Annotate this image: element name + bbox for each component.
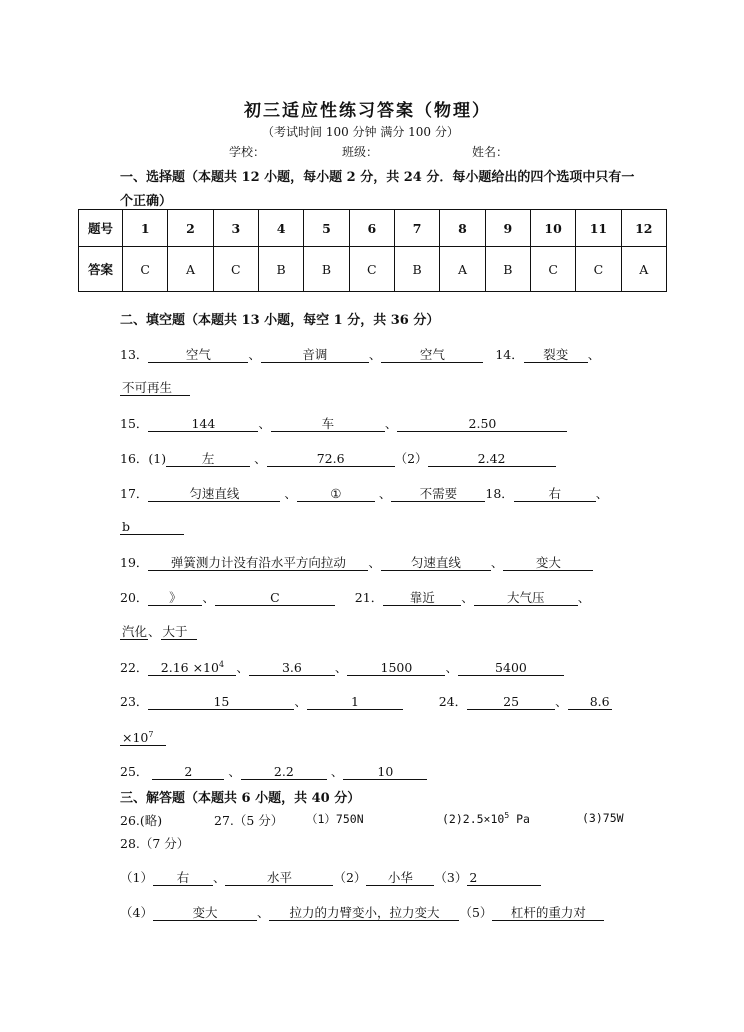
- q28-label: 28.（7 分）: [120, 836, 190, 851]
- q23-blank-1: 15: [148, 694, 294, 710]
- q17-number: 17．: [120, 486, 149, 501]
- q28-part1: （1）: [120, 870, 153, 885]
- q16-line: 16．(1) 左 、 72.6 （2） 2.42: [120, 449, 556, 467]
- table-cell: C: [576, 247, 621, 292]
- q13-line: 13． 空气 、 音调 、 空气 14． 裂变 、: [120, 347, 601, 362]
- q28-part2: （2）: [333, 870, 367, 885]
- table-cell: B: [394, 247, 439, 292]
- q15-blank-2: 车: [271, 416, 385, 432]
- q19-blank-2: 匀速直线: [381, 555, 491, 571]
- section1-heading: 一、选择题（本题共 12 小题，每小题 2 分，共 24 分．每小题给出的四个选项中只有一: [120, 170, 635, 185]
- q16-blank-2: 72.6: [267, 451, 395, 467]
- q13-blank-1: 空气: [148, 347, 248, 363]
- table-cell: A: [440, 247, 485, 292]
- q25-blank-3: 10: [343, 764, 427, 780]
- q17-line: 17． 匀速直线 、 ① 、 不需要 18． 右 、: [120, 486, 609, 501]
- table-row-numbers: [79, 210, 667, 247]
- section2-heading: 二、填空题（本题共 13 小题，每空 1 分，共 36 分）: [120, 313, 440, 328]
- school-label: 学校：: [229, 145, 266, 159]
- q20-number: 20．: [120, 590, 149, 605]
- q28-blank-2: 水平: [225, 870, 333, 886]
- q28-line2: （4） 变大 、 拉力的力臂变小，拉力变大 （5） 杠杆的重力对: [120, 903, 604, 921]
- q22-blank-1: [148, 657, 236, 676]
- q18-blank-1: 右: [514, 486, 596, 502]
- q19-number: 19．: [120, 555, 149, 570]
- q21-blank-2: 大气压: [474, 590, 578, 606]
- q17-blank-2: ①: [297, 486, 375, 502]
- q27-part2-exponent: 5: [504, 811, 510, 820]
- q28-blank-7: 杠杆的重力对: [492, 905, 604, 921]
- q24-blank-1: 25: [467, 694, 555, 710]
- q17-blank-3: 不需要: [391, 486, 485, 502]
- table-cell: 2: [168, 210, 213, 247]
- q22-blank-4: 5400: [458, 660, 564, 676]
- q24-blank-2: 8.6: [568, 694, 612, 710]
- q24-number: 24．: [438, 694, 468, 709]
- table-cell: A: [168, 247, 213, 292]
- q27-part2-value: (2)2.5×10: [442, 811, 505, 826]
- table-cell: 1: [123, 210, 168, 247]
- q25-line: 25． 2 、 2.2 、 10: [120, 762, 427, 780]
- q28-line1: （1） 右 、 水平 （2） 小华 （3） 2: [120, 868, 541, 886]
- q27-part3: (3)75W: [582, 811, 624, 825]
- q25-blank-1: 2: [152, 764, 224, 780]
- q13-number: 13．: [120, 347, 149, 362]
- table-cell: C: [349, 247, 394, 292]
- q28-blank-3: 小华: [366, 870, 434, 886]
- q28-part3: （3）: [434, 870, 468, 885]
- q20-line: 20． 》 、 C 21． 靠近 、 大气压 、: [120, 590, 591, 605]
- q22-line: 22． $2.16 \times 10^4$ 、 3.6 、 1500 、 5400: [120, 657, 564, 676]
- q15-blank-3: 2.50: [397, 416, 567, 432]
- q16-blank-1: 左: [166, 451, 250, 467]
- q16-blank-3: 2.42: [428, 451, 556, 467]
- exam-info: （考试时间 100 分钟 满分 100 分）: [262, 125, 459, 139]
- q21-blank-3: 汽化: [122, 624, 148, 639]
- q15-blank-1: 144: [148, 416, 258, 432]
- class-label: 班级：: [342, 145, 379, 159]
- q18-line-cont: [120, 519, 184, 535]
- q27-part1: （1）750N: [306, 812, 364, 826]
- q14-number: 14．: [495, 347, 524, 362]
- table-cell: 7: [394, 210, 439, 247]
- section3-heading: 三、解答题（本题共 6 小题，共 40 分）: [120, 791, 361, 806]
- q28-part4: （4）: [120, 905, 153, 920]
- q17-blank-1: 匀速直线: [148, 486, 280, 502]
- q15-number: 15．: [120, 416, 149, 431]
- table-cell: 5: [304, 210, 349, 247]
- q28-blank-5: 变大: [153, 905, 257, 921]
- table-cell: C: [530, 247, 575, 292]
- table-row-answers: [79, 247, 667, 292]
- q27-part2: [442, 811, 530, 826]
- table-cell: 6: [349, 210, 394, 247]
- q28-blank-4: 2: [467, 870, 541, 886]
- q23-number: 23．: [120, 694, 149, 709]
- table-cell: 8: [440, 210, 485, 247]
- table-cell: 4: [258, 210, 303, 247]
- q26-text: 26.(略): [120, 813, 163, 828]
- row-label-answer: 答案: [79, 247, 123, 292]
- q18-number: 18．: [485, 486, 514, 501]
- q25-blank-2: 2.2: [241, 764, 327, 780]
- q14-line-cont: [120, 380, 190, 396]
- q14-blank-1: 裂变: [524, 347, 588, 363]
- q22-exponent: 4: [218, 660, 225, 669]
- q24-blank-2-cont: [120, 727, 166, 746]
- table-cell: B: [258, 247, 303, 292]
- q27-label: 27.（5 分）: [214, 813, 284, 828]
- table-cell: 3: [213, 210, 258, 247]
- page-title: 初三适应性练习答案（物理）: [244, 101, 491, 121]
- q25-number: 25．: [120, 764, 149, 779]
- q24-exponent: 7: [148, 730, 154, 739]
- q19-blank-3: 变大: [503, 555, 593, 571]
- q18-blank-2: b: [120, 519, 184, 535]
- q28-part5: （5）: [459, 905, 493, 920]
- q19-line: 19． 弹簧测力计没有沿水平方向拉动 、 匀速直线 、 变大: [120, 553, 593, 571]
- q24-line-cont: [120, 727, 166, 746]
- table-cell: 10: [530, 210, 575, 247]
- table-cell: 12: [621, 210, 666, 247]
- q23-line: 23． 15 、 1 24． 25 、 8.6: [120, 694, 610, 709]
- q13-blank-3: 空气: [381, 347, 483, 363]
- q24-value: ×10: [122, 730, 149, 746]
- row-label-number: 题号: [79, 210, 123, 247]
- q13-blank-2: 音调: [261, 347, 369, 363]
- q22-blank-2: 3.6: [249, 660, 335, 676]
- q22-value: 2.16 ×10: [160, 660, 219, 676]
- q16-part2: （2）: [394, 451, 428, 466]
- table-cell: C: [123, 247, 168, 292]
- q28-blank-1: 右: [153, 870, 213, 886]
- name-label: 姓名：: [472, 145, 509, 159]
- q20-blank-2: C: [215, 590, 335, 606]
- q28-blank-6: 拉力的力臂变小，拉力变大: [269, 905, 459, 921]
- q21-number: 21．: [354, 590, 384, 605]
- q27-part2-unit: Pa: [509, 811, 530, 826]
- q22-blank-3: 1500: [347, 660, 445, 676]
- table-cell: B: [485, 247, 530, 292]
- q21-blank-4: 大于: [161, 624, 197, 640]
- q15-line: 15． 144 、 车 、 2.50: [120, 414, 567, 432]
- table-cell: A: [621, 247, 666, 292]
- q22-number: 22．: [120, 660, 149, 676]
- q23-blank-2: 1: [307, 694, 403, 710]
- table-cell: 9: [485, 210, 530, 247]
- table-cell: B: [304, 247, 349, 292]
- answer-table: [78, 209, 667, 292]
- q21-line-cont: 汽化、 大于: [120, 622, 197, 640]
- table-cell: C: [213, 247, 258, 292]
- q14-blank-2: 不可再生: [120, 380, 190, 396]
- q20-blank-1: 》: [148, 590, 202, 606]
- q16-number: 16．(1): [120, 451, 167, 466]
- q21-blank-1: 靠近: [383, 590, 461, 606]
- q19-blank-1: 弹簧测力计没有沿水平方向拉动: [148, 555, 368, 571]
- table-cell: 11: [576, 210, 621, 247]
- section1-heading-cont: 个正确）: [120, 194, 173, 209]
